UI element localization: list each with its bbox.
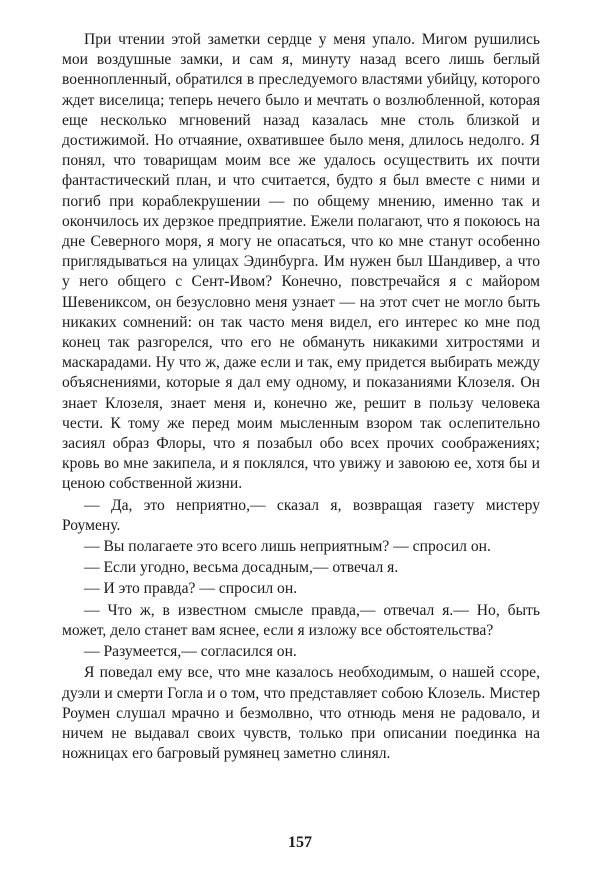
page-number: 157	[288, 834, 312, 851]
dialog-line-3: — Если угодно, весьма досадным,— отвечал я.	[84, 559, 399, 577]
dialog-line-1: — Да, это неприятно,— сказал я, возвращая газету мистеру Роумену.	[62, 496, 540, 534]
paragraph-narration-2: Я поведал ему все, что мне казалось необходимым, о нашей ссоре, дуэли и смерти Гогла и о том, что представляет собою Клозель. Мистер Роумен слушал мрачно и безмолвно, что отнюдь меня не радовало, и ничем не выдавал своих чувств, только при описании поединка на ножницах его багровый румянец заметно слинял.	[62, 664, 540, 763]
dialog-line-2: — Вы полагаете это всего лишь неприятным? — спросил он.	[84, 538, 491, 556]
dialog-line-5: — Что ж, в известном смысле правда,— отвечал я.— Но, быть может, дело станет вам яснее, если я изложу все обстоятельства?	[62, 601, 540, 639]
page-body	[62, 30, 540, 764]
paragraph-narration-1: При чтении этой заметки сердце у меня упало. Мигом рушились мои воздушные замки, и сам я, минуту назад всего лишь беглый военнопленный, обратился в преследуемого властями убийцу, которого ждет виселица; теперь нечего было и мечтать о возлюбленной, которая еще несколько мгновений назад казалась мне столь близкой и достижимой. Но отчаяние, охватившее было меня, длилось недолго. Я понял, что товарищам моим все же удалось осуществить их почти фантастический план, и что считается, будто я был вместе с ними и погиб при кораблекрушении — по общему мнению, именно так и окончилось их дерзкое предприятие. Ежели полагают, что я покоюсь на дне Северного моря, я могу не опасаться, что ко мне станут особенно приглядываться на улицах Эдинбурга. Им нужен был Шандивер, а что у него общего с Сент-Ивом? Конечно, повстречайся я с майором Шевениксом, он безусловно меня узнает — на этот счет не могло быть никаких сомнений: он так часто меня видел, его интерес ко мне под конец так разгорелся, что его не обмануть никакими хитростями и маскарадами. Ну что ж, даже если и так, ему придется выбирать между объяснениями, которые я дал ему одному, и показаниями Клозеля. Он знает Клозеля, знает меня и, конечно же, решит в пользу человека чести. К тому же перед моим мысленным взором так ослепительно засиял образ Флоры, что я позабыл обо всех прочих соображениях; кровь во мне закипела, и я поклялся, что увижу и завоюю ее, хотя бы и ценою собственной жизни.	[62, 31, 540, 493]
dialog-line-4: — И это правда? — спросил он.	[84, 580, 298, 598]
dialog-line-6: — Разумеется,— согласился он.	[84, 643, 297, 661]
